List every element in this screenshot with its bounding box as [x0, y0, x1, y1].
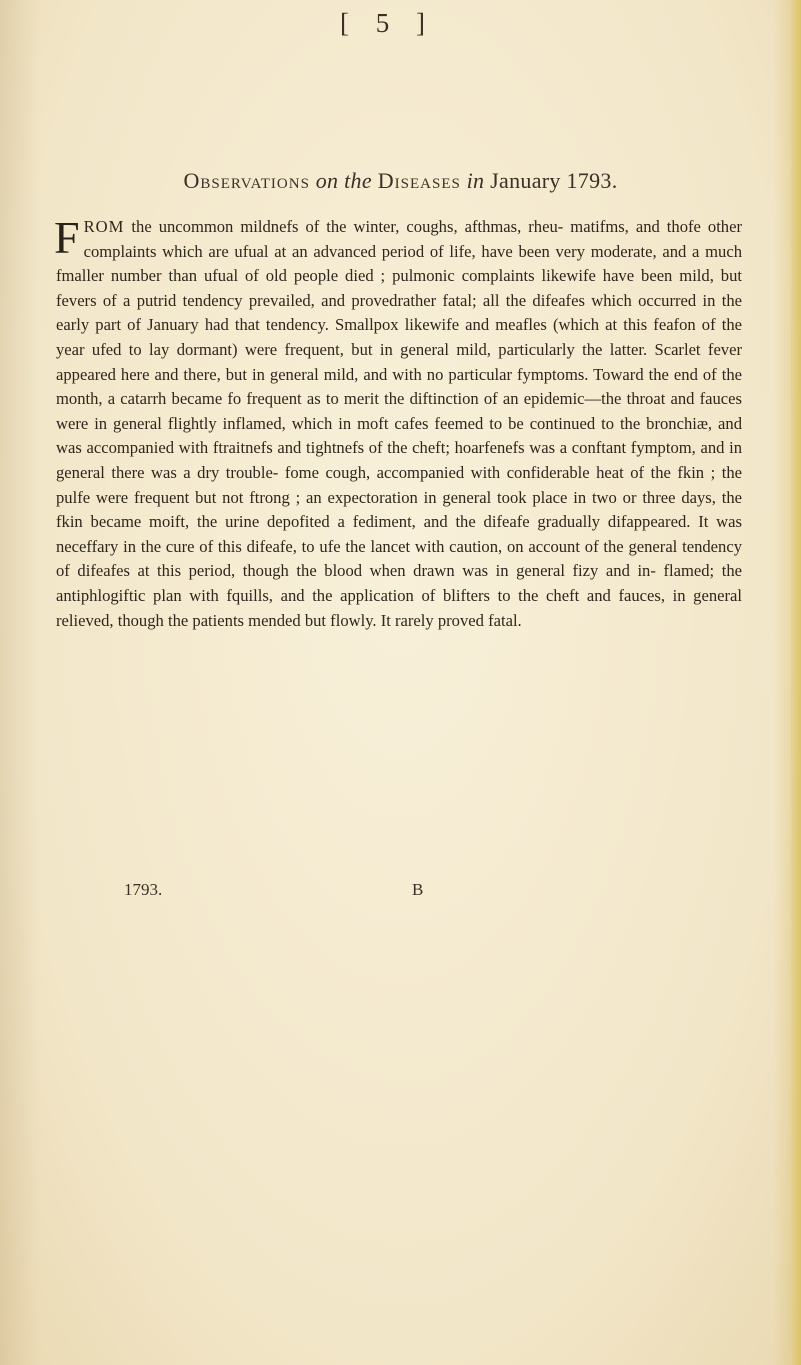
page-edge	[791, 0, 801, 1365]
body-paragraph: the uncommon mildnefs of the winter, coughs, afthmas, rheu- matifms, and thofe other complaints which are ufual at an advanced period of life, have been very moderate, and a much fmaller number than ufual of old people died ; pulmonic complaints likewife have been mild, but fevers of a putrid tendency prevailed, and provedrather fatal; all the difeafes which occurred in the early part of January had that tendency. Smallpox likewife and meafles (which at this feafon of the year ufed to lay dormant) were frequent, but in general mild, particularly the latter. Scarlet fever appeared here and there, but in general mild, and with no particular fymptoms. Toward the end of the month, a catarrh became fo frequent as to merit the diftinction of an epidemic—the throat and fauces were in general flightly inflamed, which in moft cafes feemed to be continued to the bronchiæ, and was accompanied with ftraitnefs and tightnefs of the cheft; hoarfenefs was a conftant fymptom, and in general there was a dry trouble- fome cough, accompanied with confiderable heat of the fkin ; the pulfe were frequent but not ftrong ; an expectoration in general took place in two or three days, the fkin became moift, the urine depofited a fediment, and the difeafe gradually difappeared. It was neceffary in the cure of this difeafe, to ufe the lancet with caution, on account of the general tendency of difeafes at this period, though the blood when drawn was in general fizy and in- flamed; the antiphlogiftic plan with fquills, and the application of blifters to the cheft and fauces, in general relieved, though the patients mended but flowly. It rarely proved fatal.	[56, 217, 742, 630]
page-title	[0, 168, 801, 194]
gathering-mark: B	[412, 880, 424, 899]
title-in: in	[466, 168, 485, 193]
title-date: January 1793.	[490, 168, 618, 193]
title-diseases: Diseases	[377, 168, 461, 193]
article-body	[54, 212, 742, 633]
title-observations: Observations	[183, 168, 310, 193]
signature-mark: 1793.	[124, 880, 163, 899]
title-on-the: on the	[315, 168, 372, 193]
lead-word: ROM	[83, 217, 125, 236]
drop-cap: F	[54, 212, 80, 263]
page-number: [ 5 ]	[340, 8, 435, 38]
